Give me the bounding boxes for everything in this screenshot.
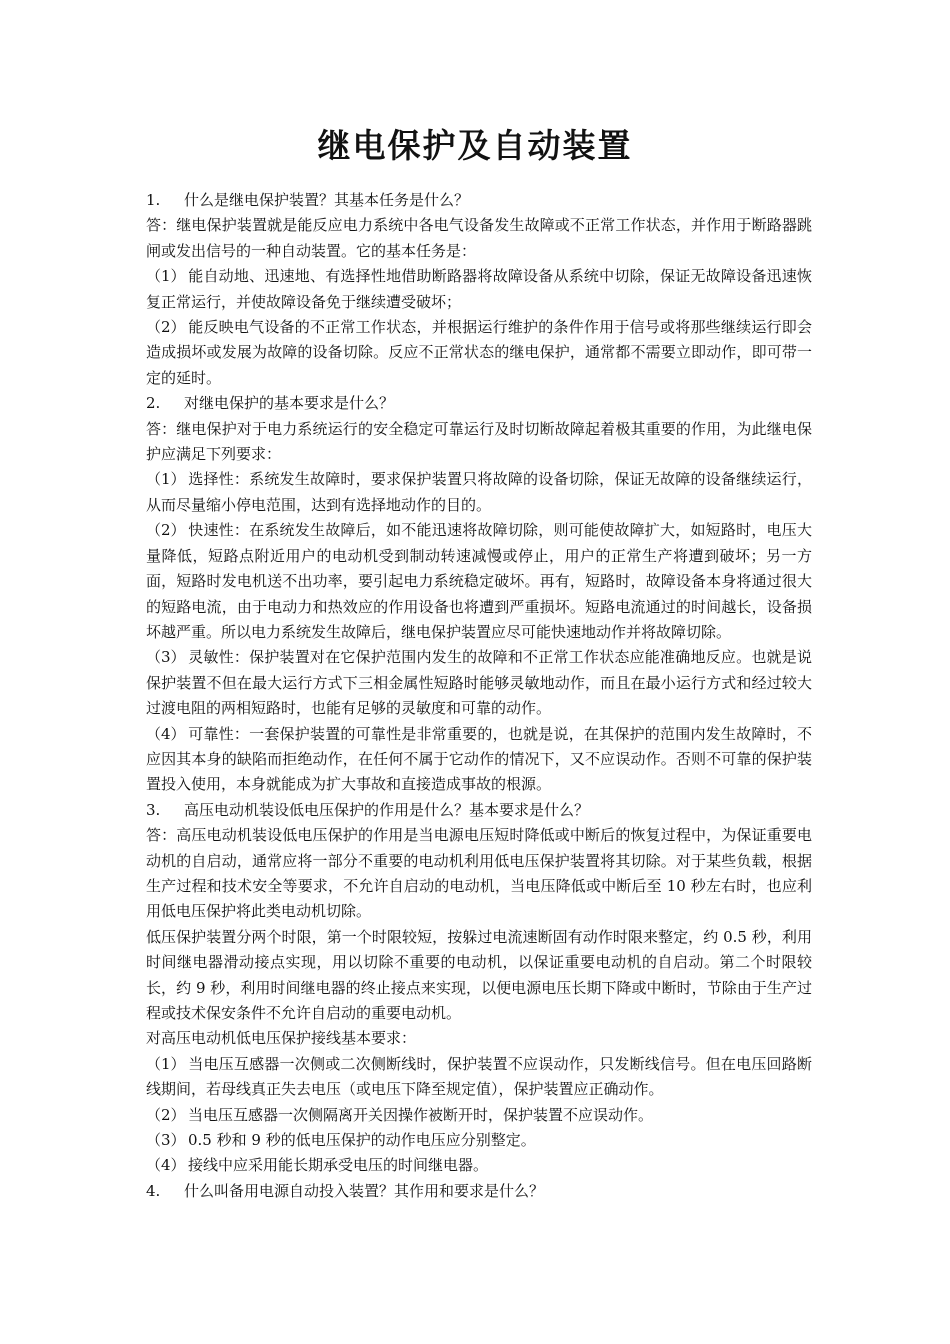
list-item xyxy=(146,645,812,721)
block-text: 对高压电动机低电压保护接线基本要求： xyxy=(146,1029,417,1048)
paragraph xyxy=(146,213,812,264)
item-number: （4） xyxy=(146,724,186,743)
paragraph xyxy=(146,823,812,925)
question-heading xyxy=(146,1179,812,1204)
item-number: （1） xyxy=(146,1054,186,1073)
item-number: （2） xyxy=(146,318,186,337)
block-text: 对继电保护的基本要求是什么？ xyxy=(184,394,395,413)
item-number: （2） xyxy=(146,1105,186,1124)
block-text: 答：继电保护装置就是能反应电力系统中各电气设备发生故障或不正常工作状态，并作用于断路器跳闸或发出信号的一种自动装置。它的基本任务是： xyxy=(146,216,812,260)
item-number: （1） xyxy=(146,470,186,489)
block-text: 低压保护装置分两个时限，第一个时限较短，按躲过电流速断固有动作时限来整定，约 0.5 秒，利用时间继电器滑动接点实现，用以切除不重要的电动机，以保证重要电动机的自启动。第二个时限较长，约 9 秒，利用时间继电器的终止接点来实现，以便电源电压长期下降或中断时，节除由于生产过程或技术保安条件不允许自启动的重要电动机。 xyxy=(146,927,812,1022)
block-text: 接线中应采用能长期承受电压的时间继电器。 xyxy=(188,1156,489,1175)
paragraph xyxy=(146,1026,812,1051)
block-text: 灵敏性：保护装置对在它保护范围内发生的故障和不正常工作状态应能准确地反应。也就是说保护装置不但在最大运行方式下三相金属性短路时能够灵敏地动作，而且在最小运行方式和经过较大过渡电阻的两相短路时，也能有足够的灵敏度和可靠的动作。 xyxy=(146,648,812,718)
block-text: 快速性：在系统发生故障后，如不能迅速将故障切除，则可能使故障扩大，如短路时，电压大量降低，短路点附近用户的电动机受到制动转速减慢或停止，用户的正常生产将遭到破坏；另一方面，短路时发电机送不出功率，要引起电力系统稳定破坏。再有，短路时，故障设备本身将通过很大的短路电流，由于电动力和热效应的作用设备也将遭到严重损坏。短路电流通过的时间越长，设备损坏越严重。所以电力系统发生故障后，继电保护装置应尽可能快速地动作并将故障切除。 xyxy=(146,521,812,641)
list-item xyxy=(146,315,812,391)
block-text: 能反映电气设备的不正常工作状态，并根据运行维护的条件作用于信号或将那些继续运行即会造成损坏或发展为故障的设备切除。反应不正常状态的继电保护，通常都不需要立即动作，即可带一定的延时。 xyxy=(146,318,812,387)
question-number: 2. xyxy=(146,394,161,413)
list-item xyxy=(146,264,812,315)
list-item xyxy=(146,1153,812,1178)
block-text: 当电压互感器一次侧或二次侧断线时，保护装置不应误动作，只发断线信号。但在电压回路断线期间，若母线真正失去电压（或电压下降至规定值），保护装置应正确动作。 xyxy=(146,1054,812,1099)
item-number: （4） xyxy=(146,1156,186,1175)
document-body xyxy=(146,188,812,1204)
question-heading xyxy=(146,188,812,213)
question-heading xyxy=(146,391,812,416)
paragraph xyxy=(146,417,812,468)
paragraph xyxy=(146,925,812,1027)
list-item xyxy=(146,722,812,798)
question-number: 4. xyxy=(146,1181,161,1200)
block-text: 答：继电保护对于电力系统运行的安全稳定可靠运行及时切断故障起着极其重要的作用，为此继电保护应满足下列要求： xyxy=(146,419,812,464)
item-number: （2） xyxy=(146,521,186,540)
list-item xyxy=(146,1128,812,1153)
block-text: 什么是继电保护装置？其基本任务是什么？ xyxy=(184,191,470,209)
block-text: 可靠性：一套保护装置的可靠性是非常重要的，也就是说，在其保护的范围内发生故障时，不应因其本身的缺陷而拒绝动作，在任何不属于它动作的情况下，又不应误动作。否则不可靠的保护装置投入使用，本身就能成为扩大事故和直接造成事故的根源。 xyxy=(146,724,812,794)
list-item xyxy=(146,1052,812,1103)
block-text: 能自动地、迅速地、有选择性地借助断路器将故障设备从系统中切除，保证无故障设备迅速恢复正常运行，并使故障设备免于继续遭受破坏； xyxy=(146,267,812,311)
block-text: 高压电动机装设低电压保护的作用是什么？基本要求是什么？ xyxy=(184,800,590,819)
document-title: 继电保护及自动装置 xyxy=(317,126,633,166)
list-item xyxy=(146,467,812,518)
block-text: 选择性：系统发生故障时，要求保护装置只将故障的设备切除，保证无故障的设备继续运行，从而尽量缩小停电范围，达到有选择地动作的目的。 xyxy=(146,470,812,514)
question-number: 3. xyxy=(146,800,161,819)
list-item xyxy=(146,1103,812,1128)
item-number: （1） xyxy=(146,267,186,286)
block-text: 0.5 秒和 9 秒的低电压保护的动作电压应分别整定。 xyxy=(188,1131,536,1150)
list-item xyxy=(146,518,812,645)
block-text: 当电压互感器一次侧隔离开关因操作被断开时，保护装置不应误动作。 xyxy=(188,1105,654,1124)
block-text: 答：高压电动机装设低电压保护的作用是当电源电压短时降低或中断后的恢复过程中，为保证重要电动机的自启动，通常应将一部分不重要的电动机利用低电压保护装置将其切除。对于某些负载，根据生产过程和技术安全等要求，不允许自启动的电动机，当电压降低或中断后至 10 秒左右时，也应利用低电压保护将此类电动机切除。 xyxy=(146,826,812,921)
block-text: 什么叫备用电源自动投入装置？其作用和要求是什么？ xyxy=(184,1181,545,1200)
question-heading xyxy=(146,798,812,823)
question-number: 1. xyxy=(146,191,161,209)
item-number: （3） xyxy=(146,1131,186,1150)
item-number: （3） xyxy=(146,648,186,667)
